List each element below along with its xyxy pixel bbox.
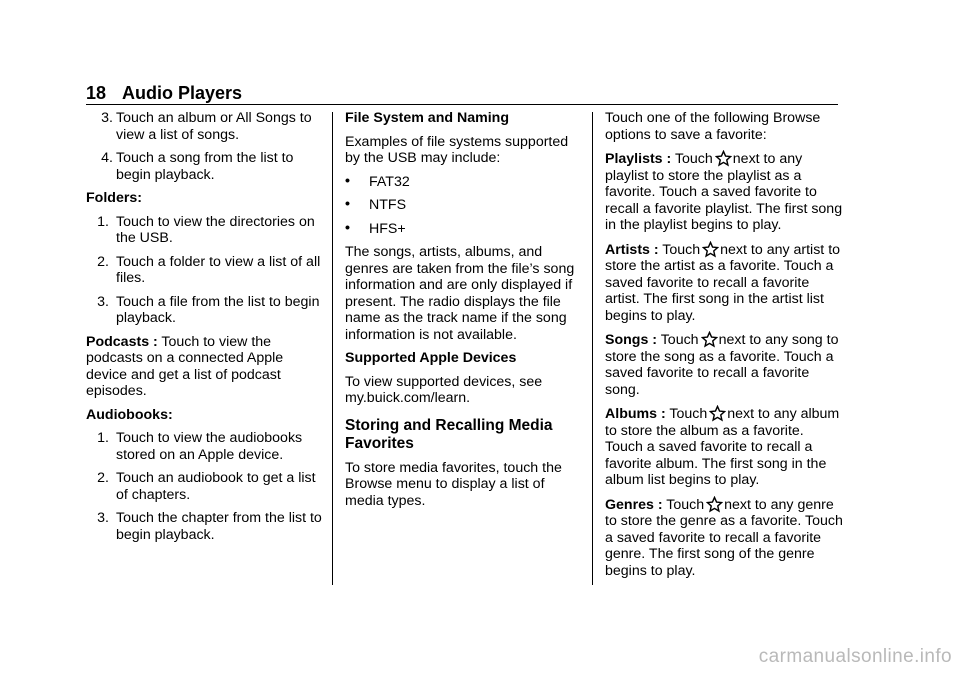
- folders-heading: Folders:: [86, 190, 142, 206]
- apple-devices-heading: Supported Apple Devices: [345, 350, 517, 366]
- list-item: 4. Touch a song from the list to begin playback.: [101, 150, 294, 183]
- songs-paragraph: Songs : Touch next to any song to store the song as a favorite. Touch a saved favorite to recall a favorite song.: [605, 332, 839, 398]
- header-rule: [86, 104, 838, 105]
- file-system-body: The songs, artists, albums, and genres are taken from the file’s song information and are only displayed if present. The radio displays the file name as the track name if the song information is not available.: [345, 244, 575, 343]
- star-outline-icon: [709, 405, 726, 422]
- file-system-intro: Examples of file systems supported by the USB may include:: [345, 133, 569, 166]
- star-outline-icon: [706, 496, 723, 513]
- genres-paragraph: Genres : Touch next to any genre to store the genre as a favorite. Touch a saved favorite to recall a favorite genre. The first song of the genre begins to play.: [605, 496, 843, 579]
- browse-intro: Touch one of the following Browse options to save a favorite:: [605, 110, 821, 143]
- favorites-body: To store media favorites, touch the Browse menu to display a list of media types.: [345, 459, 562, 509]
- list-item: 2. Touch a folder to view a list of all files.: [97, 253, 321, 286]
- star-outline-icon: [715, 150, 732, 167]
- list-item: • NTFS: [345, 196, 407, 213]
- albums-paragraph: Albums : Touch next to any album to store the album as a favorite. Touch a saved favorite to recall a favorite album. The first song in the album list begins to play.: [605, 406, 840, 488]
- column-2: [345, 110, 581, 516]
- audiobooks-heading: Audiobooks:: [86, 406, 173, 423]
- podcasts-paragraph: Podcasts : Touch to view the podcasts on a connected Apple device and get a list of podcast episodes.: [86, 333, 284, 399]
- list-item: 3. Touch a file from the list to begin playback.: [97, 293, 320, 326]
- list-item: 2. Touch an audiobook to get a list of chapters.: [97, 470, 316, 503]
- column-divider-1: [332, 112, 333, 585]
- list-item: 1. Touch to view the audiobooks stored on an Apple device.: [97, 430, 303, 463]
- list-item: • HFS+: [345, 219, 406, 237]
- column-1: [86, 110, 322, 550]
- playlists-paragraph: Playlists : Touch next to any playlist to store the playlist as a favorite. Touch a saved favorite to recall a favorite playlist. The first song in the playlist begins to play.: [605, 151, 843, 233]
- column-divider-2: [592, 112, 593, 585]
- favorites-heading: Storing and Recalling Media Favorites: [345, 416, 553, 452]
- star-outline-icon: [702, 241, 719, 258]
- section-title: Audio Players: [122, 83, 243, 103]
- column-3: [605, 110, 843, 586]
- page-header: [86, 82, 242, 104]
- file-system-heading: File System and Naming: [345, 110, 509, 126]
- page-number: 18: [86, 83, 107, 103]
- list-item: • FAT32: [345, 172, 410, 190]
- star-outline-icon: [701, 331, 718, 348]
- list-item: 3. Touch the chapter from the list to begin playback.: [97, 510, 322, 543]
- watermark-text: carmanualsonline.info: [758, 646, 952, 667]
- list-item: 3. Touch an album or All Songs to view a list of songs.: [101, 110, 312, 143]
- artists-paragraph: Artists : Touch next to any artist to store the artist as a favorite. Touch a saved favorite to recall a favorite artist. The first song in the artist list begins to play.: [605, 241, 841, 324]
- list-item: 1. Touch to view the directories on the USB.: [97, 213, 315, 246]
- apple-devices-body: To view supported devices, see my.buick.com/learn.: [345, 373, 543, 406]
